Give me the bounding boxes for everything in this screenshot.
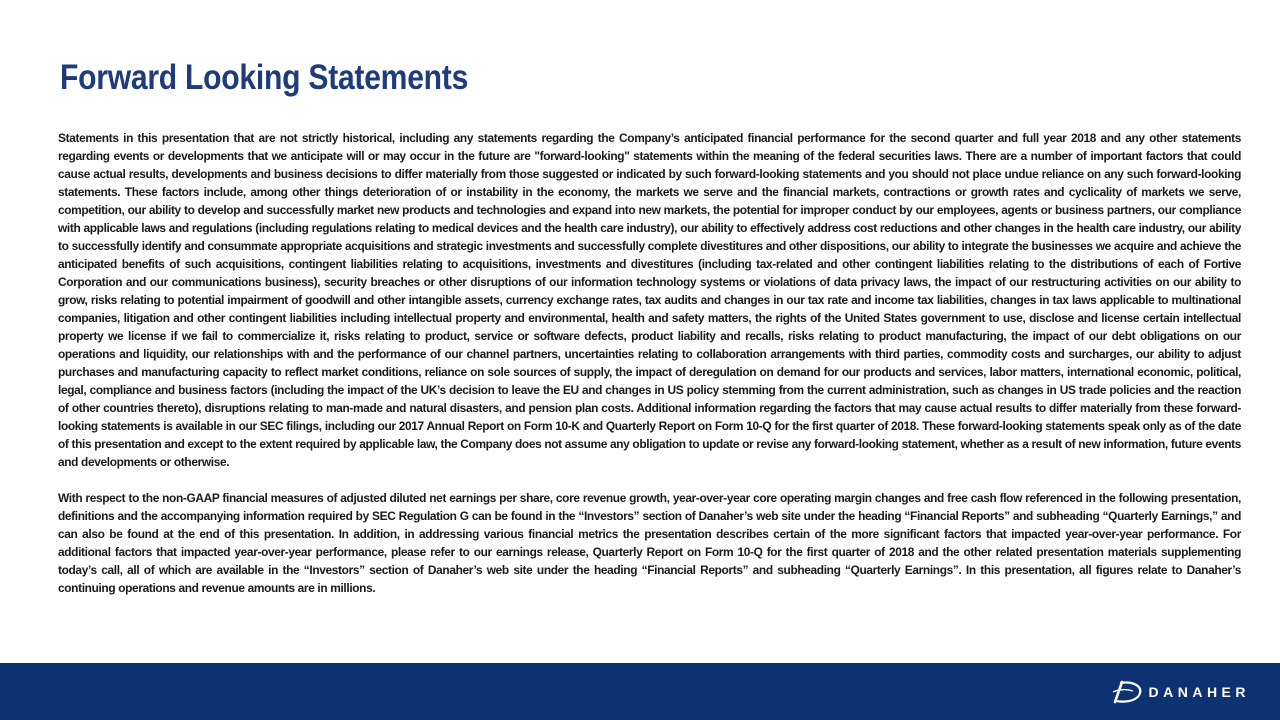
non-gaap-paragraph: With respect to the non-GAAP financial measures of adjusted diluted net earnings per share, core revenue growth, year-over-year core operating margin changes and free cash flow referenced in the following presentation, definitions and the accompanying information required by SEC Regulation G can be found in the “Investors” section of Danaher’s web site under the heading “Financial Reports” and subheading “Quarterly Earnings,” and can also be found at the end of this presentation. In addition, in addressing various financial metrics the presentation describes certain of the more significant factors that impacted year-over-year performance. For additional factors that impacted year-over-year performance, please refer to our earnings release, Quarterly Report on Form 10-Q for the first quarter of 2018 and the other related presentation materials supplementing today’s call, all of which are available in the “Investors” section of Danaher’s web site under the heading “Financial Reports” and subheading “Quarterly Earnings”. In this presentation, all figures relate to Danaher’s continuing operations and revenue amounts are in millions. bbox=[58, 491, 1241, 595]
danaher-d-icon bbox=[1111, 680, 1145, 704]
statement-body bbox=[58, 129, 1241, 597]
footer-bar bbox=[0, 663, 1280, 720]
forward-looking-paragraph: Statements in this presentation that are not strictly historical, including any statements regarding the Company’s anticipated financial performance for the second quarter and full year 2018 and any other statements regarding events or developments that we anticipate will or may occur in the future are "forward-looking" statements within the meaning of the federal securities laws. There are a number of important factors that could cause actual results, developments and business decisions to differ materially from those suggested or indicated by such forward-looking statements and you should not place undue reliance on any such forward-looking statements. These factors include, among other things deterioration of or instability in the economy, the markets we serve and the financial markets, contractions or growth rates and cyclicality of markets we serve, competition, our ability to develop and successfully market new products and technologies and expand into new markets, the potential for improper conduct by our employees, agents or business partners, our compliance with applicable laws and regulations (including regulations relating to medical devices and the health care industry), our ability to effectively address cost reductions and other changes in the health care industry, our ability to successfully identify and consummate appropriate acquisitions and strategic investments and successfully complete divestitures and other dispositions, our ability to integrate the businesses we acquire and achieve the anticipated benefits of such acquisitions, contingent liabilities relating to acquisitions, investments and divestitures (including tax-related and other contingent liabilities relating to the distributions of each of Fortive Corporation and our communications business), security breaches or other disruptions of our information technology systems or violations of data privacy laws, the impact of our restructuring activities on our ability to grow, risks relating to potential impairment of goodwill and other intangible assets, currency exchange rates, tax audits and changes in our tax rate and income tax liabilities, changes in tax laws applicable to multinational companies, litigation and other contingent liabilities including intellectual property and environmental, health and safety matters, the rights of the United States government to use, disclose and license certain intellectual property we license if we fail to commercialize it, risks relating to product, service or software defects, product liability and recalls, risks relating to product manufacturing, the impact of our debt obligations on our operations and liquidity, our relationships with and the performance of our channel partners, uncertainties relating to collaboration arrangements with third parties, commodity costs and surcharges, our ability to adjust purchases and manufacturing capacity to reflect market conditions, reliance on sole sources of supply, the impact of deregulation on demand for our products and services, labor matters, international economic, political, legal, compliance and business factors (including the impact of the UK’s decision to leave the EU and changes in US policy stemming from the current administration, such as changes in US trade policies and the reaction of other countries thereto), disruptions relating to man-made and natural disasters, and pension plan costs. Additional information regarding the factors that may cause actual results to differ materially from these forward-looking statements is available in our SEC filings, including our 2017 Annual Report on Form 10-K and Quarterly Report on Form 10-Q for the first quarter of 2018. These forward-looking statements speak only as of the date of this presentation and except to the extent required by applicable law, the Company does not assume any obligation to update or revise any forward-looking statement, whether as a result of new information, future events and developments or otherwise. bbox=[58, 131, 1241, 469]
company-logo bbox=[1111, 680, 1251, 704]
logo-wordmark: DANAHER bbox=[1148, 684, 1250, 700]
page-title: Forward Looking Statements bbox=[60, 58, 469, 97]
